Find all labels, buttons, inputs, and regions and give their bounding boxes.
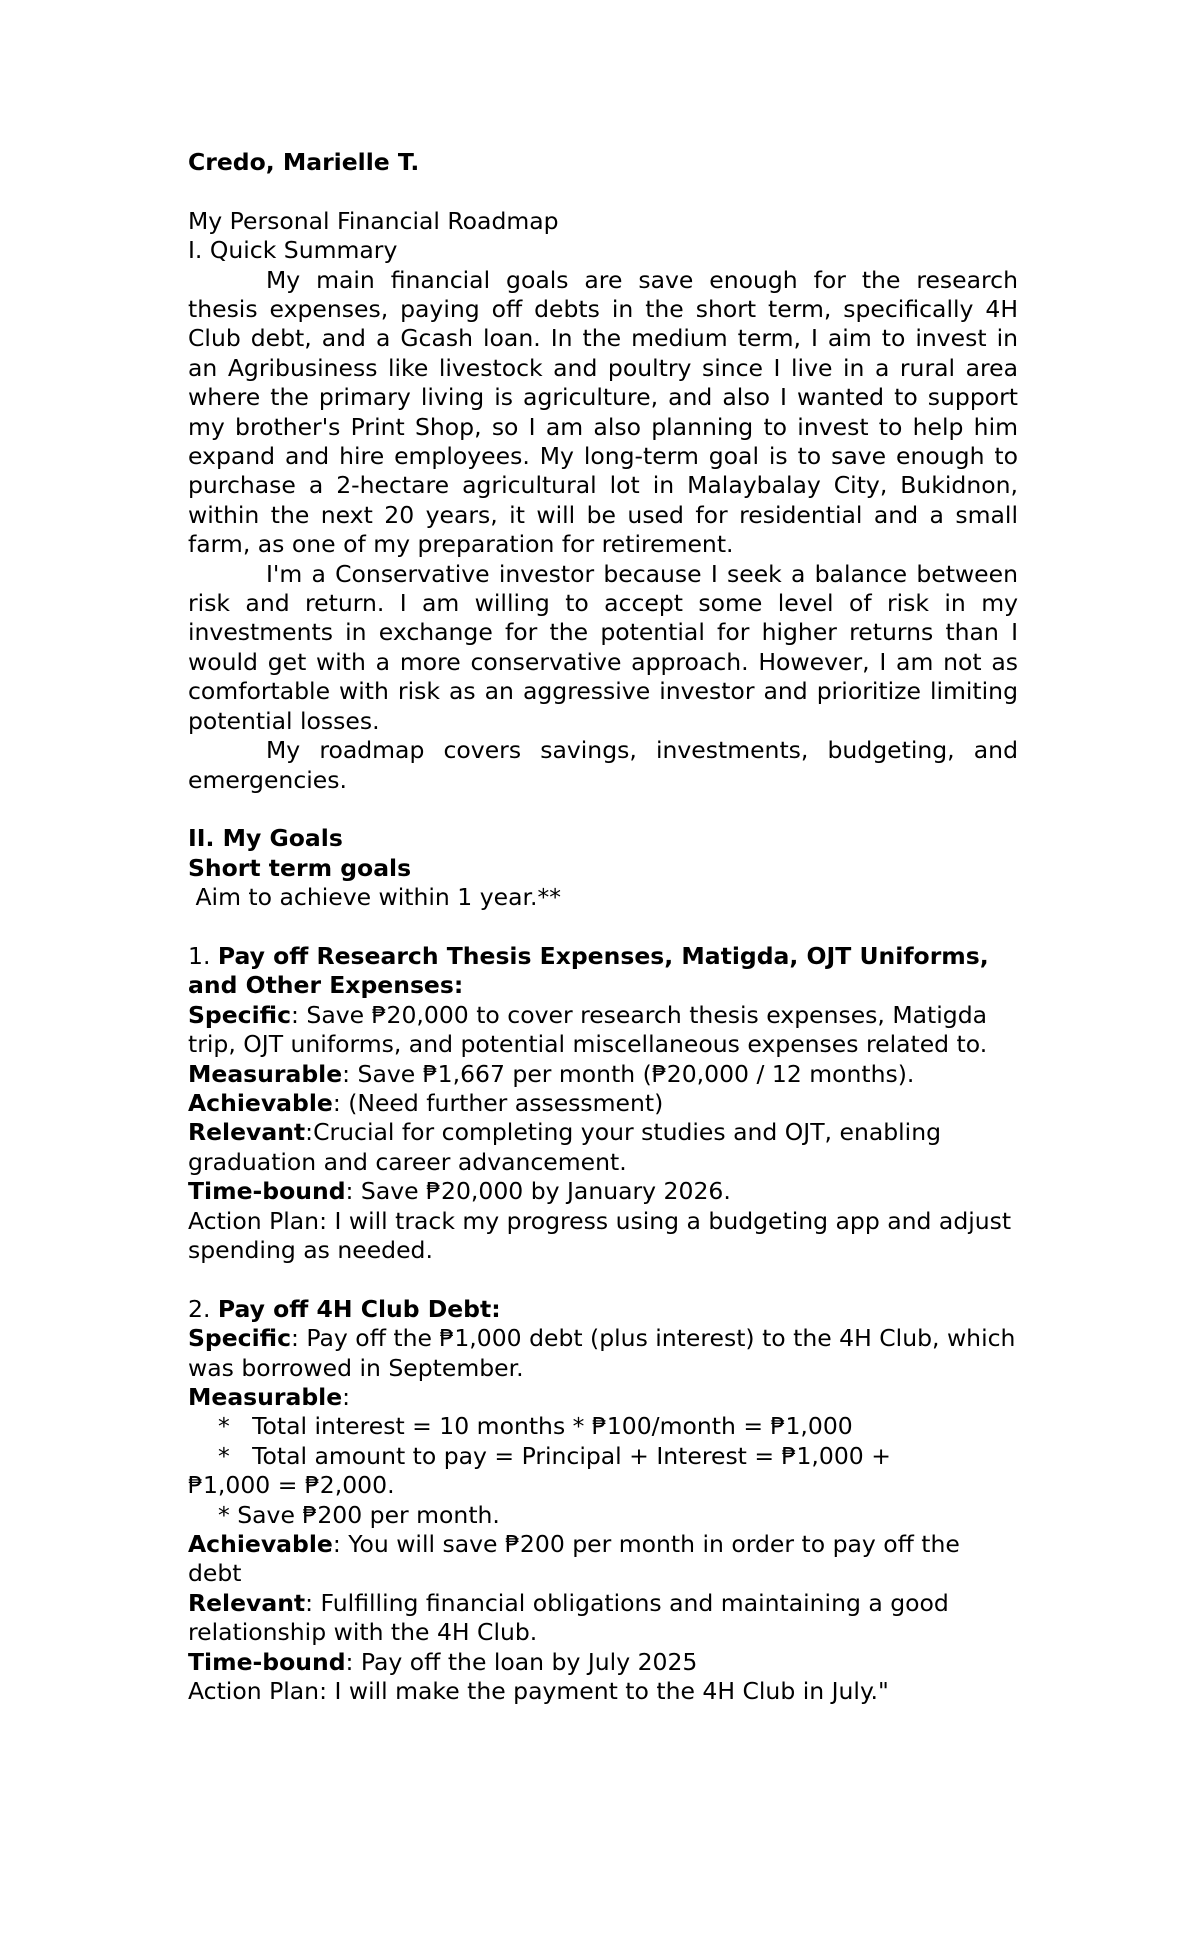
goal2-bullet-interest: * Total interest = 10 months * ₱100/month = ₱1,000 xyxy=(218,1412,853,1441)
spacer xyxy=(188,913,1018,942)
goal2-title: Pay off 4H Club Debt: xyxy=(217,1294,501,1323)
summary-paragraph-goals: My main financial goals are save enough for the research thesis expenses, paying off debts in the short term, specifically 4H Club debt, and a Gcash loan. In the medium term, I aim to invest in an Agribusiness like livestock and poultry since I live in a rural area where the primary living is agriculture, and also I wanted to support my brother's Print Shop, so I am also planning to invest to help him expand and hire employees. My long-term goal is to save enough to purchase a 2-hectare agricultural lot in Malaybalay City, Bukidnon, within the next 20 years, it will be used for residential and a small farm, as one of my preparation for retirement. xyxy=(188,265,1018,559)
goal2-bullet-total-cont: ₱1,000 = ₱2,000. xyxy=(188,1471,395,1500)
goal2-timebound xyxy=(188,1648,1018,1677)
goal1-relevant xyxy=(188,1118,1018,1177)
goal2-timebound-text: : Pay off the loan by July 2025 xyxy=(345,1647,698,1676)
goal1-measurable-text: : Save ₱1,667 per month (₱20,000 / 12 months). xyxy=(342,1059,915,1088)
goal1-measurable-label: Measurable xyxy=(188,1059,343,1088)
goal2-specific-label: Specific xyxy=(188,1324,292,1353)
document-page xyxy=(188,148,1018,1706)
goal2-specific xyxy=(188,1324,1018,1383)
goal1-achievable-label: Achievable xyxy=(188,1088,333,1117)
section-heading-summary: I. Quick Summary xyxy=(188,236,398,265)
goal2-relevant-label: Relevant xyxy=(188,1588,306,1617)
goal2-relevant xyxy=(188,1589,1018,1648)
spacer xyxy=(188,795,1018,824)
goal1-title: Pay off Research Thesis Expenses, Matigda, OJT Uniforms, and Other Expenses: xyxy=(188,941,989,1000)
goal2-measurable-text: : xyxy=(342,1383,351,1411)
goal2-bullet-total: * Total amount to pay = Principal + Interest = ₱1,000 + xyxy=(218,1441,891,1470)
goal1-timebound xyxy=(188,1177,1018,1206)
goal2-action-plan: Action Plan: I will make the payment to the 4H Club in July." xyxy=(188,1677,889,1706)
goal1-number: 1. xyxy=(188,941,218,970)
goal2-relevant-text: : Fulfilling financial obligations and maintaining a good relationship with the 4H Club. xyxy=(188,1588,949,1647)
goal1-action-plan: Action Plan: I will track my progress using a budgeting app and adjust spending as needed. xyxy=(188,1206,1012,1264)
goal1-timebound-text: : Save ₱20,000 by January 2026. xyxy=(345,1177,731,1206)
goal1-relevant-text: :Crucial for completing your studies and OJT, enabling graduation and career advancement. xyxy=(188,1118,942,1176)
goal2-achievable-label: Achievable xyxy=(188,1530,333,1559)
goal2-number: 2. xyxy=(188,1294,218,1323)
spacer xyxy=(188,1265,1018,1294)
goal1-timebound-label: Time-bound xyxy=(188,1177,346,1206)
goal1-title-line xyxy=(188,942,1018,1001)
goal2-specific-text: : Pay off the ₱1,000 debt (plus interest) to the 4H Club, which was borrowed in September. xyxy=(188,1324,1016,1382)
goal1-specific-label: Specific xyxy=(188,1000,292,1029)
goal2-achievable xyxy=(188,1530,1018,1589)
goal1-achievable-text: : (Need further assessment) xyxy=(332,1088,664,1117)
goal1-specific-text: : Save ₱20,000 to cover research thesis expenses, Matigda trip, OJT uniforms, and potential miscellaneous expenses related to. xyxy=(188,1000,988,1059)
section-heading-goals: II. My Goals xyxy=(188,824,343,853)
author-name: Credo, Marielle T. xyxy=(188,148,420,176)
summary-paragraph-investor-type: I'm a Conservative investor because I seek a balance between risk and return. I am willing to accept some level of risk in my investments in exchange for the potential for higher returns than I would get with a more conservative approach. However, I am not as comfortable with risk as an aggressive investor and prioritize limiting potential losses. xyxy=(188,559,1018,735)
goal1-measurable xyxy=(188,1060,1018,1089)
summary-paragraph-roadmap: My roadmap covers savings, investments, budgeting, and emergencies. xyxy=(188,736,1018,794)
goal1-relevant-label: Relevant xyxy=(188,1118,306,1147)
document-title: My Personal Financial Roadmap xyxy=(188,206,559,235)
goal2-measurable-label: Measurable xyxy=(188,1383,343,1411)
goal2-measurable xyxy=(188,1383,1018,1412)
goal1-specific xyxy=(188,1001,1018,1060)
goal2-timebound-label: Time-bound xyxy=(188,1647,346,1676)
spacer xyxy=(188,177,1018,206)
goal2-bullet-save: * Save ₱200 per month. xyxy=(218,1500,500,1529)
short-term-heading: Short term goals xyxy=(188,853,412,882)
goal2-achievable-text: : You will save ₱200 per month in order to pay off the debt xyxy=(188,1530,960,1588)
goal1-achievable xyxy=(188,1089,1018,1118)
goal2-title-line xyxy=(188,1295,1018,1324)
short-term-note: Aim to achieve within 1 year.** xyxy=(188,883,561,912)
